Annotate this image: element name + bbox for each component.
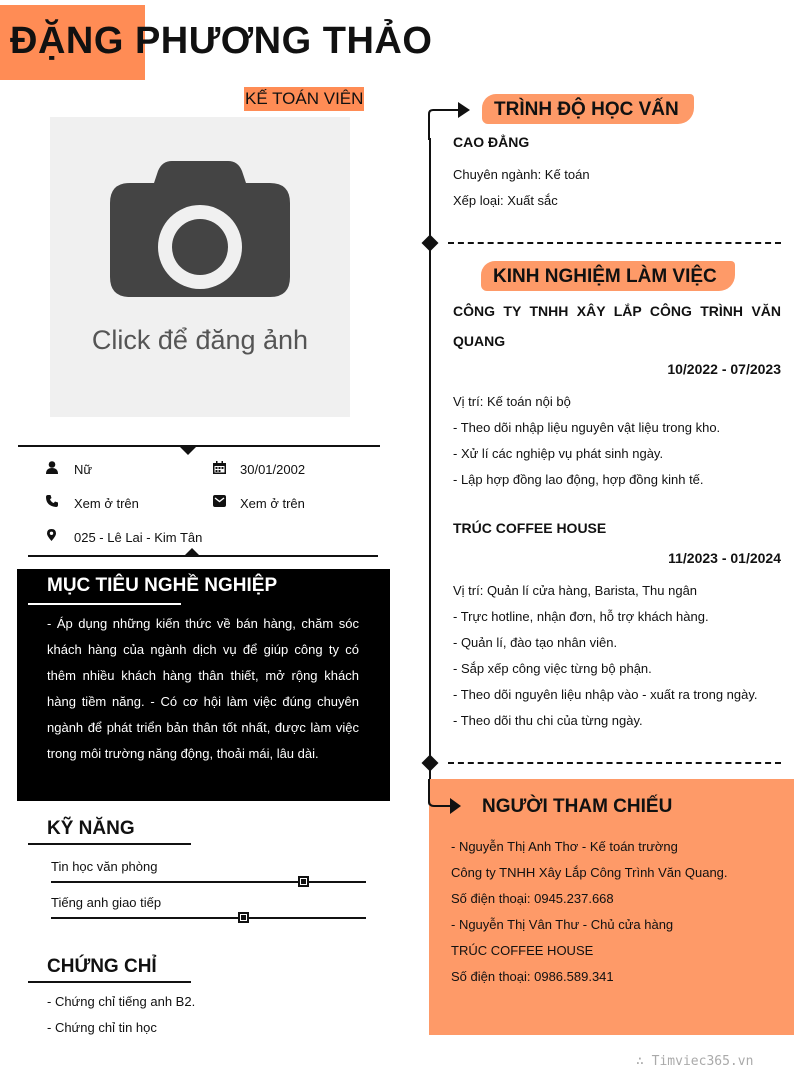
skill-bar — [51, 881, 366, 883]
skill-level-knob — [238, 912, 249, 923]
job-company: TRÚC COFFEE HOUSE — [453, 520, 607, 536]
reference-line: - Nguyễn Thị Vân Thư - Chủ cửa hàng — [451, 917, 674, 932]
career-objective-text: - Áp dụng những kiến thức về bán hàng, chăm sóc khách hàng của ngành dịch vụ để giúp công ty có thêm nhiều khách hàng thân thiết, mở rộng khách hàng tiềm năng. - Có cơ hội làm việc đúng chuyên ngành để phát triển bản thân tốt nhất, được làm việc trong môi trường năng động, thoải mái, lâu dài. — [47, 616, 359, 761]
skill-name: Tin học văn phòng — [51, 859, 158, 874]
job-duty: - Lập hợp đồng lao động, hợp đồng kinh tế. — [453, 472, 704, 487]
divider-arrow-down — [180, 447, 196, 455]
skills-title: KỸ NĂNG — [47, 818, 135, 839]
candidate-name: ĐẶNG PHƯƠNG THẢO — [10, 20, 433, 62]
email-value: Xem ở trên — [240, 496, 305, 511]
reference-line: Số điện thoại: 0945.237.668 — [451, 891, 614, 906]
timeline-diamond — [422, 235, 439, 252]
skill-bar — [51, 917, 366, 919]
skill-name: Tiếng anh giao tiếp — [51, 895, 162, 910]
job-duty: - Theo dõi thu chi của từng ngày. — [453, 713, 643, 728]
job-duty: - Theo dõi nhập liệu nguyên vật liệu trong kho. — [453, 420, 721, 435]
info-top-divider — [18, 445, 380, 447]
experience-title: KINH NGHIỆM LÀM VIỆC — [493, 266, 717, 287]
job-title: KẾ TOÁN VIÊN — [244, 87, 364, 111]
birthday-value: 30/01/2002 — [240, 462, 306, 477]
job-position: Vị trí: Quản lí cửa hàng, Barista, Thu ngân — [453, 583, 698, 598]
photo-upload-label: Click để đăng ảnh — [91, 325, 309, 355]
phone-icon — [46, 495, 58, 507]
reference-line: Công ty TNHH Xây Lắp Công Trình Văn Quang. — [451, 865, 728, 880]
career-objective-underline — [28, 603, 181, 605]
reference-line: TRÚC COFFEE HOUSE — [451, 943, 594, 958]
certificates-underline — [28, 981, 191, 983]
education-grade: Xếp loại: Xuất sắc — [453, 193, 558, 208]
job-position: Vị trí: Kế toán nội bộ — [453, 394, 571, 409]
photo-upload[interactable] — [50, 117, 350, 417]
job-duty: - Theo dõi nguyên liệu nhập vào - xuất ra trong ngày. — [453, 687, 758, 702]
education-title: TRÌNH ĐỘ HỌC VẤN — [494, 99, 679, 120]
job-dates: 11/2023 - 01/2024 — [668, 550, 781, 566]
camera-icon — [110, 161, 290, 297]
section-dashed-divider — [448, 242, 781, 244]
info-bottom-divider — [28, 555, 378, 557]
certificates-title: CHỨNG CHỈ — [47, 956, 157, 977]
skill-level-knob — [298, 876, 309, 887]
references-title: NGƯỜI THAM CHIẾU — [482, 796, 673, 817]
watermark: ∴ Timviec365.vn — [636, 1054, 754, 1069]
job-duty: - Sắp xếp công việc từng bộ phận. — [453, 661, 652, 676]
job-company-continued: QUANG — [453, 333, 506, 349]
job-duty: - Trực hotline, nhận đơn, hỗ trợ khách hàng. — [453, 609, 709, 624]
career-objective-title: MỤC TIÊU NGHỀ NGHIỆP — [47, 575, 278, 596]
envelope-icon — [213, 495, 226, 507]
skills-underline — [28, 843, 191, 845]
timeline-arrow-references — [428, 779, 464, 821]
map-marker-icon — [47, 529, 56, 541]
reference-line: Số điện thoại: 0986.589.341 — [451, 969, 614, 984]
job-duty: - Quản lí, đào tạo nhân viên. — [453, 635, 618, 650]
certificate-item: - Chứng chỉ tiếng anh B2. — [47, 994, 196, 1009]
user-icon — [46, 461, 58, 474]
timeline-diamond — [422, 755, 439, 772]
address-value: 025 - Lê Lai - Kim Tân — [74, 530, 203, 545]
education-level: CAO ĐẲNG — [453, 134, 530, 150]
job-company: CÔNG TY TNHH XÂY LẮP CÔNG TRÌNH VĂN — [453, 303, 781, 319]
phone-value: Xem ở trên — [74, 496, 139, 511]
education-major: Chuyên ngành: Kế toán — [453, 167, 590, 182]
calendar-icon — [213, 461, 226, 474]
gender-value: Nữ — [74, 462, 93, 477]
job-duty: - Xử lí các nghiệp vụ phát sinh ngày. — [453, 446, 664, 461]
job-dates: 10/2022 - 07/2023 — [667, 361, 781, 377]
career-objective-section — [17, 569, 390, 801]
section-dashed-divider — [448, 762, 781, 764]
reference-line: - Nguyễn Thị Anh Thơ - Kế toán trường — [451, 839, 678, 854]
certificate-item: - Chứng chỉ tin học — [47, 1020, 157, 1035]
